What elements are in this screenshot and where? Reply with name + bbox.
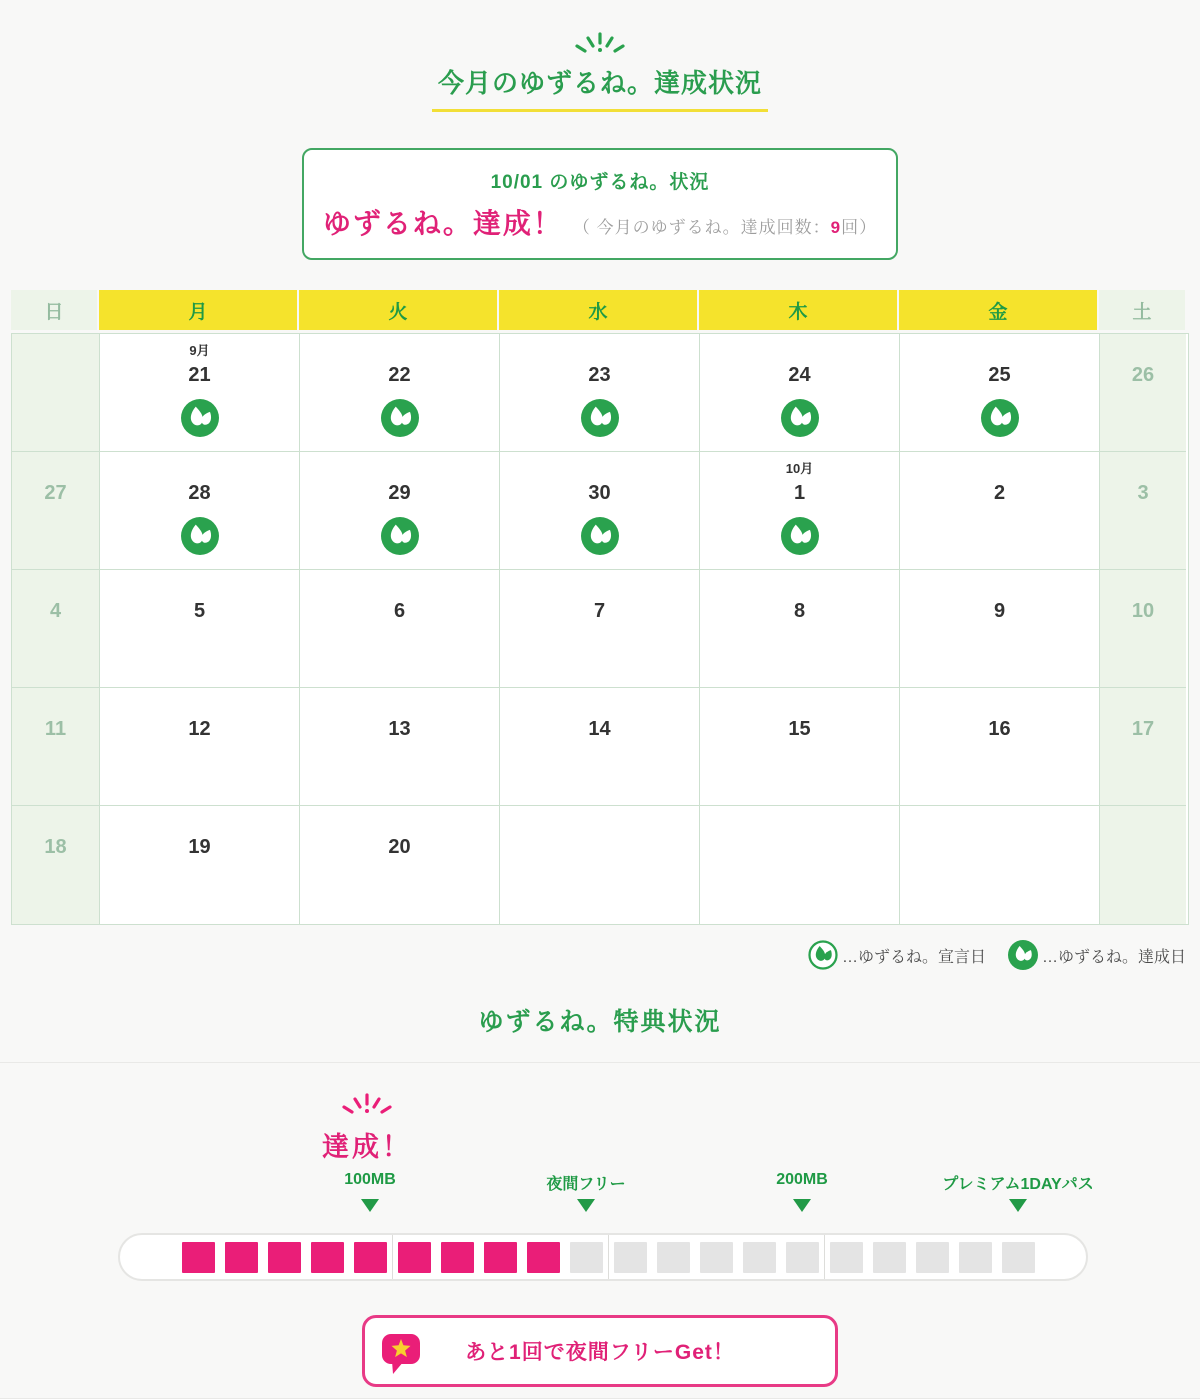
calendar-cell-3 xyxy=(1100,452,1186,570)
calendar-cell-20 xyxy=(300,806,500,924)
day-number: 25 xyxy=(988,364,1011,386)
calendar-cell-26 xyxy=(1100,334,1186,452)
day-icon-slot xyxy=(300,753,499,791)
progress-segment-2 xyxy=(225,1242,258,1273)
calendar-cell-4 xyxy=(12,570,100,688)
day-icon-slot xyxy=(1100,399,1186,437)
day-icon-slot xyxy=(1100,871,1186,909)
achieved-sprout-icon xyxy=(381,517,419,555)
milestone-label-200MB: 200MB xyxy=(776,1171,828,1188)
day-icon-slot xyxy=(12,399,99,437)
day-icon-slot xyxy=(900,517,1099,555)
calendar-body xyxy=(11,333,1189,925)
achieved-sprout-icon xyxy=(781,399,819,437)
achievement-calendar xyxy=(11,290,1189,925)
day-icon-slot xyxy=(500,517,699,555)
progress-segment-group xyxy=(825,1235,1040,1279)
day-number: 19 xyxy=(188,836,211,858)
calendar-legend xyxy=(0,940,1186,970)
milestone-label-夜間フリー: 夜間フリー xyxy=(546,1176,626,1193)
progress-segment-8 xyxy=(484,1242,517,1273)
day-icon-slot xyxy=(900,399,1099,437)
progress-segment-17 xyxy=(873,1242,906,1273)
month-label xyxy=(500,340,699,364)
status-date-line: 10/01 のゆずるね。状況 xyxy=(490,172,710,193)
day-icon-slot xyxy=(300,399,499,437)
milestone-pointer-icon xyxy=(361,1199,379,1212)
day-icon-slot xyxy=(900,753,1099,791)
calendar-cell-2 xyxy=(900,452,1100,570)
day-number: 2 xyxy=(993,482,1006,504)
calendar-cell-24 xyxy=(700,334,900,452)
progress-segment-16 xyxy=(830,1242,863,1273)
calendar-cell-21 xyxy=(100,334,300,452)
milestone-pointer-icon xyxy=(577,1199,595,1212)
next-reward-alert-text: あと1回で夜間フリーGet！ xyxy=(465,1341,735,1364)
calendar-cell-15 xyxy=(700,688,900,806)
day-number: 30 xyxy=(588,482,611,504)
day-number: 12 xyxy=(188,718,211,740)
day-icon-slot xyxy=(500,753,699,791)
month-label xyxy=(12,458,99,482)
day-header-金: 金 xyxy=(899,290,1099,330)
achieved-sprout-icon xyxy=(581,399,619,437)
progress-segment-18 xyxy=(916,1242,949,1273)
month-label: 10月 xyxy=(785,461,814,476)
day-number xyxy=(900,836,1099,864)
calendar-cell-empty xyxy=(1100,806,1186,924)
month-label xyxy=(500,812,699,836)
achieved-sprout-icon xyxy=(181,399,219,437)
day-icon-slot xyxy=(12,753,99,791)
calendar-cell-10 xyxy=(1100,570,1186,688)
achieved-sprout-icon xyxy=(1008,940,1038,970)
month-label xyxy=(100,812,299,836)
achieved-sprout-icon xyxy=(381,399,419,437)
day-number xyxy=(12,364,99,392)
day-header-日: 日 xyxy=(11,290,99,330)
calendar-cell-27 xyxy=(12,452,100,570)
calendar-cell-8 xyxy=(700,570,900,688)
page-title: 今月のゆずるね。達成状況 xyxy=(432,61,768,112)
reward-progress-bar xyxy=(118,1233,1088,1281)
calendar-cell-30 xyxy=(500,452,700,570)
calendar-cell-9 xyxy=(900,570,1100,688)
calendar-cell-empty xyxy=(500,806,700,924)
day-number: 21 xyxy=(188,364,211,386)
month-label xyxy=(500,458,699,482)
calendar-cell-29 xyxy=(300,452,500,570)
declared-sprout-icon xyxy=(808,940,838,970)
day-icon-slot xyxy=(100,517,299,555)
today-status-card xyxy=(302,148,898,260)
progress-segment-20 xyxy=(1002,1242,1035,1273)
progress-segment-group xyxy=(609,1235,825,1279)
month-label xyxy=(100,458,299,482)
day-icon-slot xyxy=(300,871,499,909)
day-icon-slot xyxy=(12,871,99,909)
day-icon-slot xyxy=(1100,635,1186,673)
progress-segment-13 xyxy=(700,1242,733,1273)
calendar-cell-empty xyxy=(12,334,100,452)
day-header-水: 水 xyxy=(499,290,699,330)
legend-item-achieved xyxy=(1008,940,1186,970)
count-suffix: 回） xyxy=(841,218,878,237)
day-number: 6 xyxy=(393,600,406,622)
day-number: 13 xyxy=(388,718,411,740)
day-number: 7 xyxy=(593,600,606,622)
legend-label: …ゆずるね。宣言日 xyxy=(841,948,986,966)
day-icon-slot xyxy=(700,399,899,437)
calendar-cell-5 xyxy=(100,570,300,688)
day-number: 18 xyxy=(44,836,67,858)
rewards-section-title: ゆずるね。特典状況 xyxy=(478,1008,722,1036)
month-label xyxy=(900,458,1099,482)
achieved-sprout-icon xyxy=(781,517,819,555)
day-number: 26 xyxy=(1131,364,1155,386)
month-label xyxy=(12,694,99,718)
day-number: 20 xyxy=(388,836,411,858)
day-number: 9 xyxy=(993,600,1006,622)
calendar-cell-empty xyxy=(900,806,1100,924)
day-number: 4 xyxy=(49,600,62,622)
month-label xyxy=(900,576,1099,600)
day-icon-slot xyxy=(1100,517,1186,555)
status-result-row xyxy=(314,202,886,242)
sparkle-icon xyxy=(335,1091,399,1126)
achieved-sprout-icon xyxy=(581,517,619,555)
progress-segment-7 xyxy=(441,1242,474,1273)
day-number: 16 xyxy=(988,718,1011,740)
progress-segment-5 xyxy=(354,1242,387,1273)
calendar-cell-6 xyxy=(300,570,500,688)
progress-segment-group xyxy=(120,1235,393,1279)
month-label xyxy=(300,694,499,718)
progress-segment-12 xyxy=(657,1242,690,1273)
month-label xyxy=(700,340,899,364)
milestone-label-100MB: 100MB xyxy=(344,1171,396,1188)
month-label xyxy=(900,812,1099,836)
progress-segment-14 xyxy=(743,1242,776,1273)
milestone-pointer-icon xyxy=(793,1199,811,1212)
day-header-木: 木 xyxy=(699,290,899,330)
day-number: 29 xyxy=(388,482,411,504)
month-label xyxy=(12,576,99,600)
day-number xyxy=(700,836,899,864)
day-number: 3 xyxy=(1137,482,1149,504)
day-icon-slot xyxy=(900,635,1099,673)
day-header-月: 月 xyxy=(99,290,299,330)
milestone-label-プレミアム1DAYパス: プレミアム1DAYパス xyxy=(942,1176,1094,1193)
calendar-cell-23 xyxy=(500,334,700,452)
month-label xyxy=(1100,340,1186,364)
progress-segment-19 xyxy=(959,1242,992,1273)
month-label xyxy=(300,812,499,836)
month-label xyxy=(1100,812,1186,836)
page-header xyxy=(0,0,1200,112)
day-icon-slot xyxy=(100,399,299,437)
calendar-cell-22 xyxy=(300,334,500,452)
calendar-cell-16 xyxy=(900,688,1100,806)
month-label xyxy=(1100,694,1186,718)
calendar-cell-11 xyxy=(12,688,100,806)
day-icon-slot xyxy=(500,399,699,437)
status-result-text: ゆずるね。達成！ xyxy=(322,208,563,239)
month-label xyxy=(700,576,899,600)
month-label xyxy=(500,694,699,718)
progress-segment-11 xyxy=(614,1242,647,1273)
month-label xyxy=(300,340,499,364)
month-label xyxy=(300,458,499,482)
month-label xyxy=(100,694,299,718)
calendar-header-row xyxy=(11,290,1189,330)
day-number: 1 xyxy=(793,482,806,504)
progress-segment-10 xyxy=(570,1242,603,1273)
day-icon-slot xyxy=(700,753,899,791)
day-number: 22 xyxy=(388,364,411,386)
monthly-count-text xyxy=(573,213,877,238)
month-label: 9月 xyxy=(189,343,210,358)
month-label xyxy=(100,576,299,600)
day-number: 23 xyxy=(588,364,611,386)
progress-segment-group xyxy=(393,1235,609,1279)
achieved-sprout-icon xyxy=(181,517,219,555)
day-number: 27 xyxy=(44,482,67,504)
calendar-cell-13 xyxy=(300,688,500,806)
day-icon-slot xyxy=(300,517,499,555)
calendar-cell-12 xyxy=(100,688,300,806)
day-icon-slot xyxy=(500,635,699,673)
day-icon-slot xyxy=(700,517,899,555)
day-header-火: 火 xyxy=(299,290,499,330)
day-icon-slot xyxy=(700,635,899,673)
day-number xyxy=(500,836,699,864)
day-number xyxy=(1100,836,1186,864)
day-number: 14 xyxy=(588,718,611,740)
day-number: 11 xyxy=(44,718,67,740)
progress-segment-4 xyxy=(311,1242,344,1273)
month-label xyxy=(12,812,99,836)
day-icon-slot xyxy=(700,871,899,909)
calendar-cell-empty xyxy=(700,806,900,924)
calendar-cell-7 xyxy=(500,570,700,688)
month-label xyxy=(1100,576,1186,600)
month-label xyxy=(900,340,1099,364)
count-value: 9 xyxy=(830,218,842,237)
day-icon-slot xyxy=(1100,753,1186,791)
day-header-土: 土 xyxy=(1099,290,1185,330)
achieved-sprout-icon xyxy=(981,399,1019,437)
star-bubble-icon xyxy=(380,1331,422,1380)
calendar-cell-14 xyxy=(500,688,700,806)
progress-segment-3 xyxy=(268,1242,301,1273)
milestone-pointer-icon xyxy=(1009,1199,1027,1212)
month-label xyxy=(700,812,899,836)
month-label xyxy=(500,576,699,600)
calendar-cell-28 xyxy=(100,452,300,570)
day-icon-slot xyxy=(100,753,299,791)
day-number: 24 xyxy=(788,364,811,386)
calendar-cell-25 xyxy=(900,334,1100,452)
calendar-cell-1 xyxy=(700,452,900,570)
day-icon-slot xyxy=(12,635,99,673)
day-icon-slot xyxy=(100,635,299,673)
sparkle-icon xyxy=(0,30,1200,65)
month-label xyxy=(900,694,1099,718)
day-number: 8 xyxy=(793,600,806,622)
day-number: 17 xyxy=(1131,718,1155,740)
progress-segment-15 xyxy=(786,1242,819,1273)
calendar-cell-17 xyxy=(1100,688,1186,806)
calendar-cell-19 xyxy=(100,806,300,924)
day-number: 10 xyxy=(1131,600,1155,622)
rewards-progress-section xyxy=(0,1062,1200,1399)
month-label xyxy=(700,694,899,718)
month-label xyxy=(12,340,99,364)
day-icon-slot xyxy=(300,635,499,673)
day-icon-slot xyxy=(12,517,99,555)
month-label xyxy=(1100,458,1186,482)
progress-segment-1 xyxy=(182,1242,215,1273)
legend-item-declared xyxy=(808,940,986,970)
progress-segment-6 xyxy=(398,1242,431,1273)
month-label xyxy=(300,576,499,600)
day-icon-slot xyxy=(100,871,299,909)
next-reward-alert[interactable] xyxy=(362,1315,838,1387)
day-icon-slot xyxy=(900,871,1099,909)
count-prefix: （ 今月のゆずるね。達成回数： xyxy=(572,218,831,237)
legend-label: …ゆずるね。達成日 xyxy=(1041,948,1186,966)
day-number: 28 xyxy=(188,482,211,504)
calendar-cell-18 xyxy=(12,806,100,924)
progress-segment-9 xyxy=(527,1242,560,1273)
day-number: 5 xyxy=(193,600,206,622)
milestone-achieved-label: 達成！ xyxy=(322,1132,412,1162)
day-icon-slot xyxy=(500,871,699,909)
day-number: 15 xyxy=(788,718,811,740)
